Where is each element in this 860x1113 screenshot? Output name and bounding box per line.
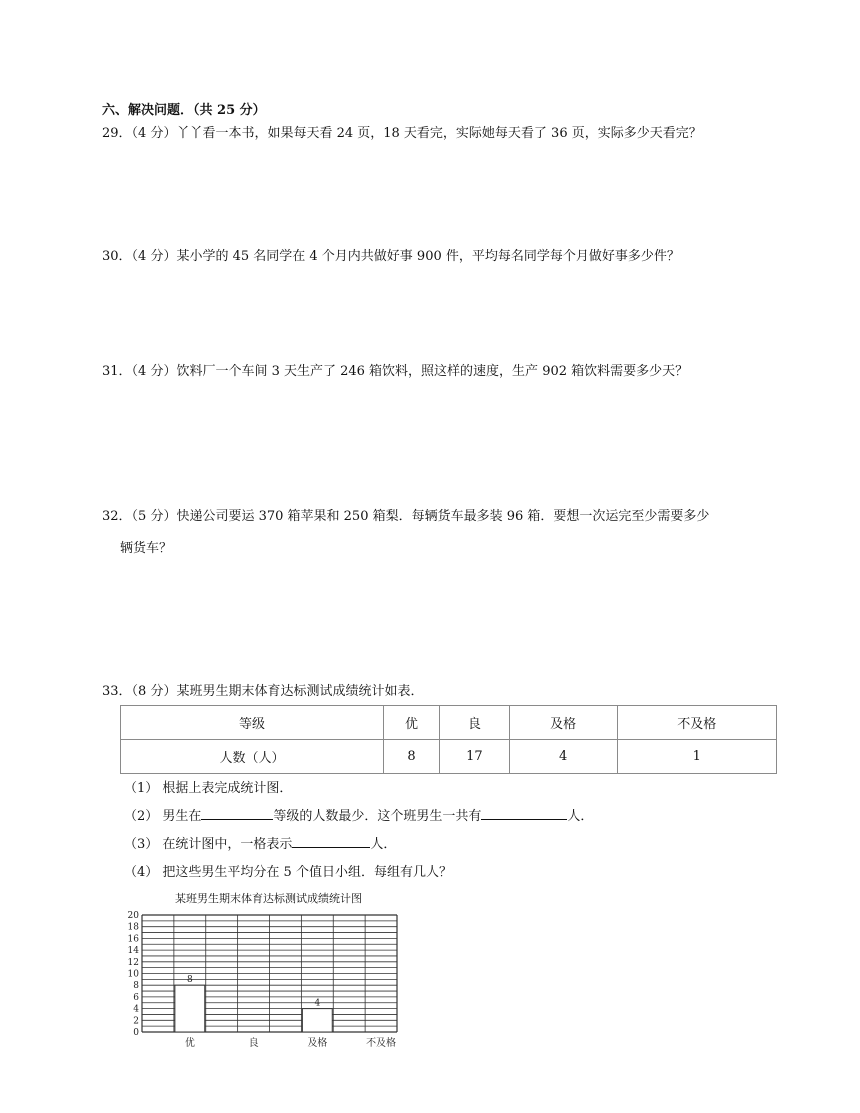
table-cell: 优 — [384, 706, 440, 740]
table-cell: 不及格 — [617, 706, 777, 740]
table-header-row — [121, 706, 777, 740]
subquestion-2-part-b: 等级的人数最少．这个班男生一共有 — [273, 809, 482, 824]
category-label: 良 — [248, 1038, 259, 1049]
table-cell: 1 — [617, 740, 777, 774]
table-cell: 8 — [384, 740, 440, 774]
y-tick-label: 6 — [133, 992, 139, 1003]
category-label: 不及格 — [366, 1038, 397, 1049]
data-label: 4 — [314, 998, 321, 1009]
answer-blank[interactable] — [201, 806, 273, 820]
y-tick-label: 12 — [127, 957, 139, 968]
table-row — [121, 740, 777, 774]
question-30: 30．（4 分）某小学的 45 名同学在 4 个月内共做好事 900 件，平均每名同学每个月做好事多少件？ — [102, 249, 680, 264]
answer-blank[interactable] — [481, 806, 567, 820]
table-cell: 良 — [439, 706, 509, 740]
subquestion-3 — [124, 833, 396, 852]
y-tick-label: 14 — [127, 946, 139, 957]
table-cell: 4 — [509, 740, 617, 774]
subquestion-3-part-b: 人． — [370, 837, 397, 852]
y-tick-label: 10 — [127, 969, 139, 980]
answer-blank[interactable] — [292, 834, 370, 848]
bar — [175, 985, 205, 1032]
question-31: 31．（4 分）饮料厂一个车间 3 天生产了 246 箱饮料，照这样的速度，生产 902 箱饮料需要多少天？ — [102, 364, 689, 379]
subquestion-3-part-a: （3） 在统计图中，一格表示 — [124, 837, 293, 852]
table-cell: 17 — [439, 740, 509, 774]
section-title: 六、解决问题．（共 25 分） — [102, 103, 266, 118]
table-cell: 人数（人） — [121, 740, 384, 774]
category-label: 及格 — [307, 1038, 328, 1049]
y-tick-label: 2 — [133, 1016, 139, 1027]
subquestion-1: （1） 根据上表完成统计图． — [124, 781, 293, 796]
subquestion-2-part-c: 人． — [567, 809, 594, 824]
y-tick-label: 4 — [133, 1004, 139, 1015]
subquestion-2-part-a: （2） 男生在 — [124, 809, 202, 824]
question-33: 33．（8 分）某班男生期末体育达标测试成绩统计如表． — [102, 684, 424, 699]
table-cell: 等级 — [121, 706, 384, 740]
question-32: 32．（5 分）快递公司要运 370 箱苹果和 250 箱梨．每辆货车最多装 96 箱．要想一次运完至少需要多少 — [102, 509, 710, 524]
table-cell: 及格 — [509, 706, 617, 740]
question-32-continuation: 辆货车？ — [120, 541, 173, 556]
subquestion-2 — [124, 805, 593, 824]
stats-table — [120, 705, 777, 774]
data-label: 8 — [186, 975, 193, 986]
subquestion-4: （4） 把这些男生平均分在 5 个值日小组．每组有几人？ — [124, 865, 452, 880]
y-tick-label: 20 — [127, 911, 139, 921]
question-29: 29．（4 分）丫丫看一本书，如果每天看 24 页，18 天看完，实际她每天看了 36 页，实际多少天看完？ — [102, 126, 702, 141]
y-tick-label: 16 — [127, 934, 139, 945]
y-tick-label: 0 — [133, 1028, 139, 1038]
bar-chart — [115, 905, 415, 1055]
category-label: 优 — [184, 1038, 195, 1049]
chart-title: 某班男生期末体育达标测试成绩统计图 — [175, 892, 362, 905]
y-tick-label: 18 — [127, 922, 139, 933]
y-tick-label: 8 — [133, 981, 139, 992]
bar — [302, 1009, 332, 1032]
